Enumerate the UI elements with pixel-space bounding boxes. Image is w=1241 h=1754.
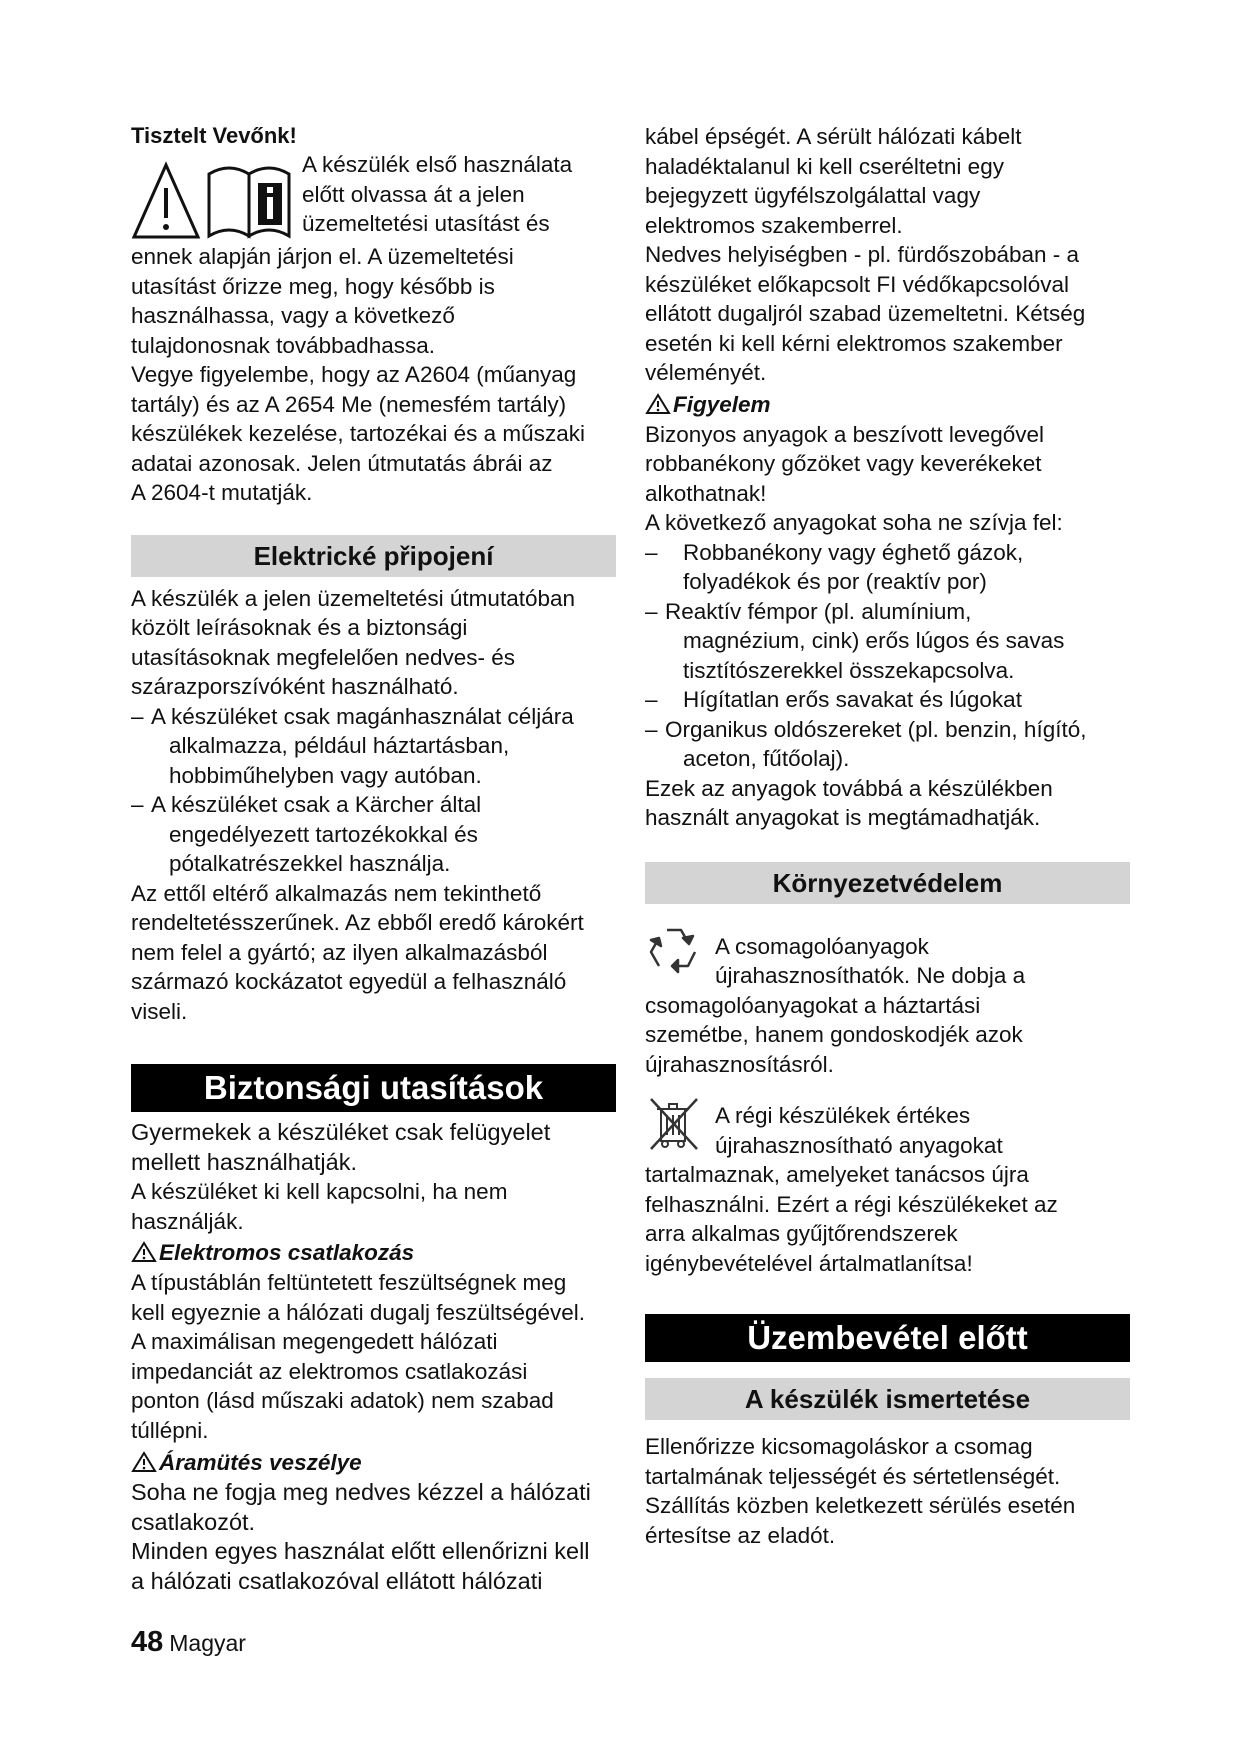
warning-title: Figyelem (673, 391, 771, 417)
w3-line-3: alkothatnak! (645, 480, 767, 506)
intro-line-2: előtt olvassa át a jelen (302, 181, 525, 207)
warning-electrical (131, 1238, 616, 1268)
list-item-cont: pótalkatrészekkel használja. (169, 851, 451, 876)
section-heading-device-description: A készülék ismertetése (645, 1378, 1130, 1420)
eco1-line-1: A csomagolóanyagok (715, 933, 929, 959)
list-item-cont: engedélyezett tartozékokkal és (169, 821, 478, 847)
list-item-cont: magnézium, cink) erős lúgos és savas (683, 628, 1065, 653)
warning-manual-icon (131, 154, 294, 242)
section-heading-electrical: Elektrické připojení (131, 535, 616, 577)
warning-title: Elektromos csatlakozás (159, 1240, 415, 1265)
eco2-line-1: A régi készülékek értékes (715, 1103, 971, 1128)
w3-p3-2: használt anyagokat is megtámadhatják. (645, 805, 1041, 830)
s1-line-3: utasításoknak megfelelően nedves- és (131, 644, 515, 670)
warning-attention (645, 390, 1130, 420)
s5-line-3: Szállítás közben keletkezett sérülés esetén (645, 1493, 1076, 1518)
s1-p2-1: Az ettől eltérő alkalmazás nem tekinthető (131, 880, 542, 906)
right-column (645, 122, 1130, 1550)
r-p2-3: ellátott dugaljról szabad üzemeltetni. Kétség (645, 301, 1086, 326)
section-heading-before-use: Üzembevétel előtt (645, 1314, 1130, 1362)
r-p1-4: elektromos szakemberrel. (645, 212, 903, 238)
s1-p2-4: származó kockázatot egyedül a felhasználó (131, 969, 567, 994)
dash-marker: – (645, 598, 658, 624)
s1-p2-2: rendeltetésszerűnek. Az ebből eredő károkért (131, 910, 584, 935)
s2-line-3: A készüléket ki kell kapcsolni, ha nem (131, 1179, 508, 1204)
w1-line-6: túllépni. (131, 1417, 209, 1443)
dash-marker: – (131, 792, 144, 817)
list-item (645, 715, 1130, 774)
eco2-rest-1: tartalmaznak, amelyeket tanácsos újra (645, 1162, 1029, 1187)
w1-line-5: ponton (lásd műszaki adatok) nem szabad (131, 1388, 554, 1413)
s5-line-2: tartalmának teljességét és sértetlenségét. (645, 1463, 1061, 1489)
footer-language: Magyar (169, 1630, 246, 1656)
eco1-rest-3: újrahasznosításról. (645, 1051, 834, 1077)
intro-line-1: A készülék első használata (302, 152, 573, 177)
usage-list (131, 702, 616, 879)
w3-line-4: A következő anyagokat soha ne szívja fel: (645, 510, 1063, 535)
list-item-text: Hígítatlan erős savakat és lúgokat (683, 687, 1022, 712)
intro-p2-4: adatai azonosak. Jelen útmutatás ábrái az (131, 450, 553, 476)
s1-p2-5: viseli. (131, 998, 188, 1024)
list-item-text: Organikus oldószereket (pl. benzin, hígító, (665, 716, 1087, 742)
page-footer (131, 1627, 246, 1658)
s5-line-1: Ellenőrizze kicsomagoláskor a csomag (645, 1434, 1033, 1459)
list-item-text: A készüléket csak magánhasználat céljára (151, 703, 574, 729)
list-item-cont: folyadékok és por (reaktív por) (683, 569, 987, 594)
eco1-line-2: újrahasznosíthatók. Ne dobja a (715, 963, 1026, 988)
s1-line-1: A készülék a jelen üzemeltetési útmutatóban (131, 585, 576, 611)
intro-rest-3: használhassa, vagy a következő (131, 303, 455, 328)
intro-p2-5: A 2604-t mutatják. (131, 480, 313, 505)
page-number: 48 (131, 1626, 164, 1658)
list-item-cont: hobbiműhelyben vagy autóban. (169, 762, 482, 788)
warning-triangle-icon (645, 393, 671, 415)
left-column (131, 122, 616, 1596)
intro (131, 150, 616, 242)
list-item-cont: alkalmazza, például háztartásban, (169, 733, 510, 758)
dash-marker: – (131, 703, 144, 729)
intro-rest-4: tulajdonosnak továbbadhassa. (131, 332, 435, 358)
s1-line-2: közölt leírásoknak és a biztonsági (131, 615, 468, 640)
recycling-block (645, 920, 1130, 991)
w1-line-1: A típustáblán feltüntetett feszültségnek meg (131, 1270, 567, 1295)
weee-block (645, 1093, 1130, 1160)
s2-line-1: Gyermekek a készüléket csak felügyelet (131, 1119, 551, 1145)
r-p2-5: véleményét. (645, 360, 767, 385)
eco2-rest-4: igénybevételével ártalmatlanítsa! (645, 1250, 973, 1276)
intro-rest-1: ennek alapján járjon el. A üzemeltetési (131, 244, 514, 269)
list-item-cont: tisztítószerekkel összekapcsolva. (683, 657, 1015, 683)
section-heading-safety: Biztonsági utasítások (131, 1064, 616, 1112)
s2-line-2: mellett használhatják. (131, 1148, 357, 1175)
list-item (131, 790, 616, 879)
w3-p3-1: Ezek az anyagok továbbá a készülékben (645, 775, 1053, 801)
list-item (131, 702, 616, 791)
eco1-rest-2: szemétbe, hanem gondoskodjék azok (645, 1022, 1023, 1047)
w2-line-4: a hálózati csatlakozóval ellátott hálózati (131, 1567, 543, 1594)
s1-p2-3: nem felel a gyártó; az ilyen alkalmazásból (131, 939, 548, 965)
intro-p2-2: tartály) és az A 2654 Me (nemesfém tartály) (131, 391, 567, 417)
w3-line-1: Bizonyos anyagok a beszívott levegővel (645, 421, 1044, 447)
s1-line-4: szárazporszívóként használható. (131, 674, 459, 699)
hazard-list (645, 538, 1130, 774)
warning-triangle-icon (131, 1451, 157, 1473)
list-item-cont: aceton, fűtőolaj). (683, 746, 850, 771)
r-p1-2: haladéktalanul ki kell cseréltetni egy (645, 153, 1004, 179)
eco1-rest-1: csomagolóanyagokat a háztartási (645, 992, 981, 1018)
crossed-bin-icon (645, 1095, 703, 1153)
list-item (645, 538, 1130, 597)
w1-line-2: kell egyeznie a hálózati dugalj feszültségével. (131, 1299, 586, 1325)
r-p2-1: Nedves helyiségben - pl. fürdőszobában - a (645, 242, 1080, 267)
r-p2-4: esetén ki kell kérni elektromos szakember (645, 330, 1063, 356)
dash-marker: – (645, 687, 658, 712)
list-item-text: Robbanékony vagy éghető gázok, (683, 539, 1024, 565)
r-p1-1: kábel épségét. A sérült hálózati kábelt (645, 124, 1022, 149)
list-item-text: Reaktív fémpor (pl. alumínium, (665, 598, 972, 624)
list-item (645, 685, 1130, 715)
intro-p2-1: Vegye figyelembe, hogy az A2604 (műanyag (131, 362, 577, 387)
w1-line-4: impedanciát az elektromos csatlakozási (131, 1358, 528, 1384)
w1-line-3: A maximálisan megengedett hálózati (131, 1329, 498, 1354)
s5-line-4: értesítse az eladót. (645, 1522, 836, 1548)
list-item-text: A készüléket csak a Kärcher által (151, 792, 482, 817)
r-p1-3: bejegyzett ügyfélszolgálattal vagy (645, 183, 981, 208)
recycling-icon (645, 922, 703, 980)
warning-shock (131, 1448, 616, 1478)
warning-title: Áramütés veszélye (159, 1450, 362, 1475)
w2-line-2: csatlakozót. (131, 1508, 256, 1535)
w2-line-1: Soha ne fogja meg nedves kézzel a hálózati (131, 1479, 591, 1505)
w3-line-2: robbanékony gőzöket vagy keverékeket (645, 451, 1042, 476)
list-item (645, 597, 1130, 686)
w2-line-3: Minden egyes használat előtt ellenőrizni kell (131, 1538, 590, 1564)
r-p2-2: készüléket előkapcsolt FI védőkapcsolóval (645, 271, 1069, 297)
dash-marker: – (645, 716, 658, 742)
greeting: Tisztelt Vevőnk! (131, 123, 297, 148)
eco2-rest-3: arra alkalmas gyűjtőrendszerek (645, 1221, 958, 1246)
intro-p2-3: készülékek kezelése, tartozékai és a műszaki (131, 421, 585, 446)
intro-rest-2: utasítást őrizze meg, hogy később is (131, 273, 495, 299)
eco2-rest-2: felhasználni. Ezért a régi készülékeket az (645, 1191, 1058, 1217)
intro-line-3: üzemeltetési utasítást és (302, 211, 550, 236)
dash-marker: – (645, 539, 658, 565)
warning-triangle-icon (131, 1241, 157, 1263)
eco2-line-2: újrahasznosítható anyagokat (715, 1132, 1003, 1158)
section-heading-environment: Környezetvédelem (645, 862, 1130, 904)
s2-line-4: használják. (131, 1208, 244, 1234)
